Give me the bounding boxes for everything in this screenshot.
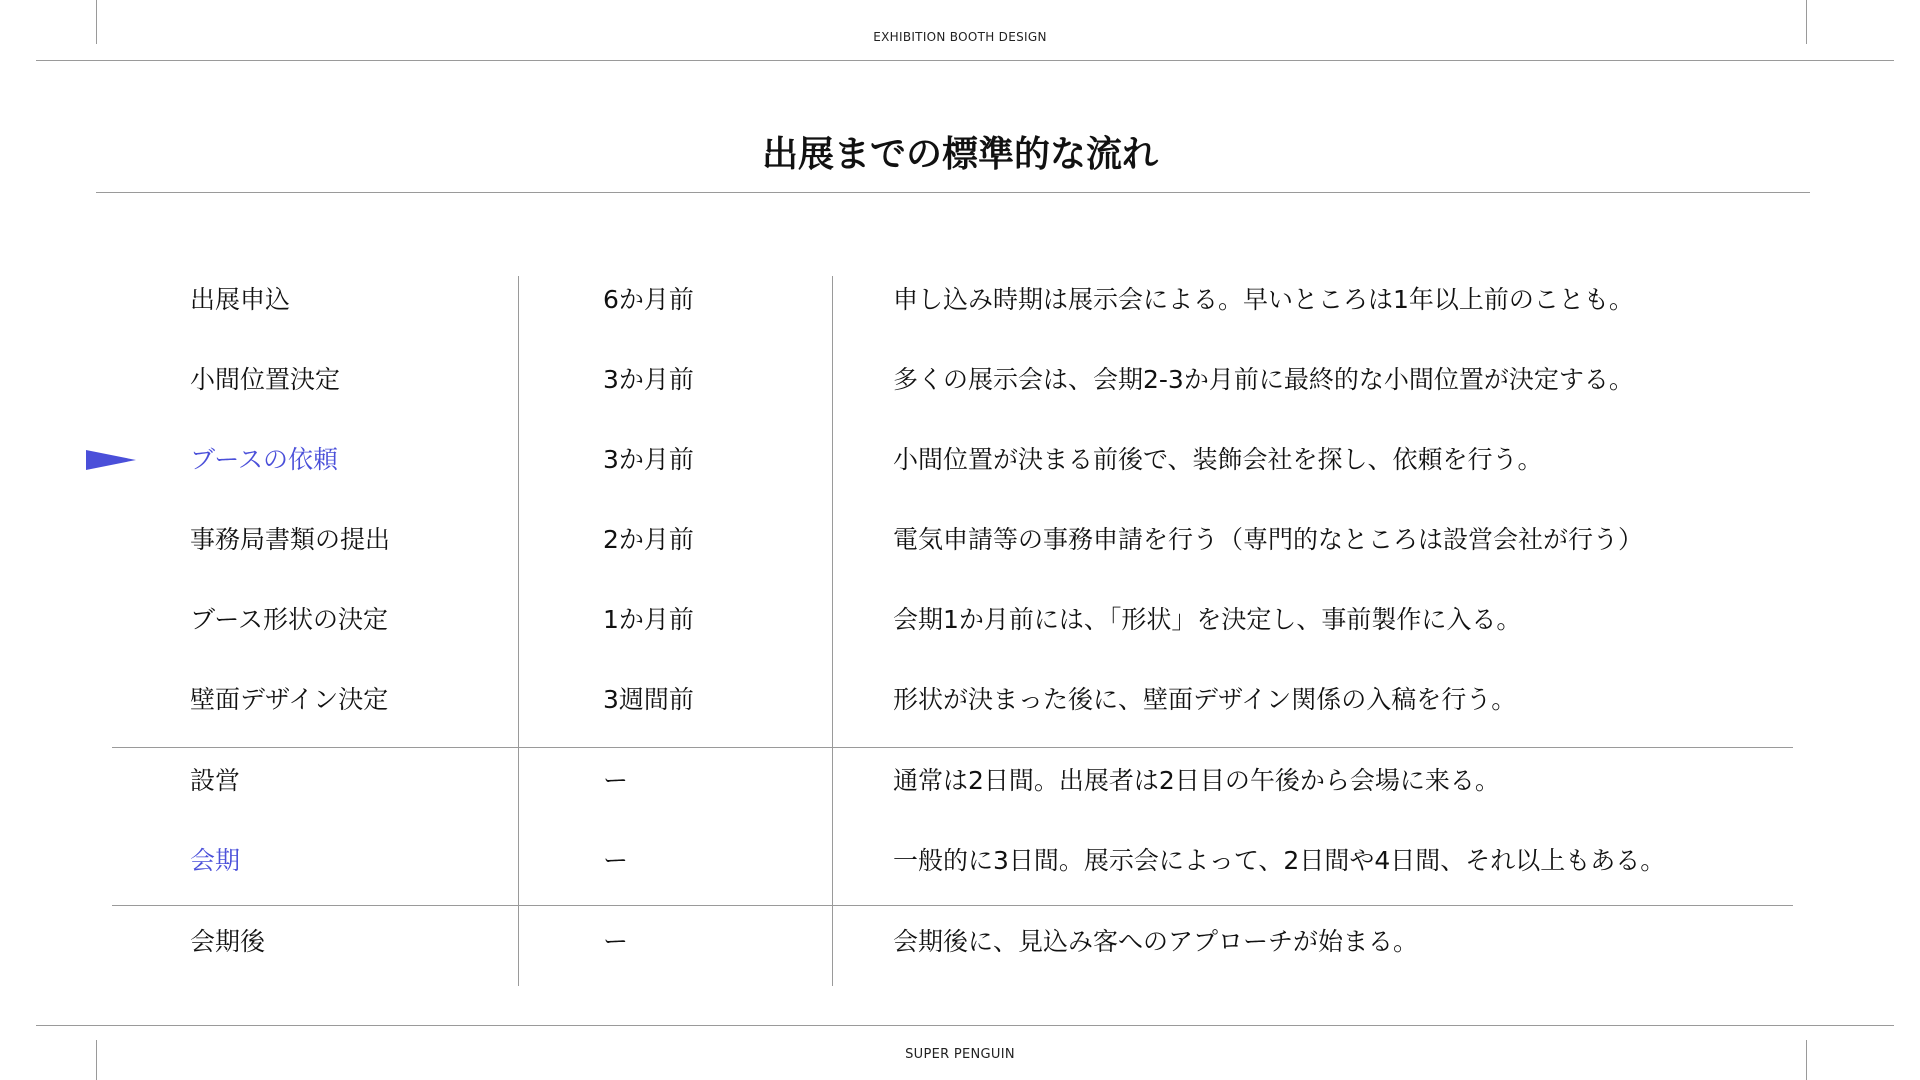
table-row (0, 660, 1920, 740)
table-row (0, 500, 1920, 580)
step-label: 小間位置決定 (190, 365, 341, 394)
step-description: 多くの展示会は、会期2-3か月前に最終的な小間位置が決定する。 (893, 365, 1634, 394)
step-description: 形状が決まった後に、壁面デザイン関係の入稿を行う。 (893, 685, 1517, 714)
step-label: ブースの依頼 (190, 445, 339, 474)
timing-label: ー (603, 846, 629, 875)
footer-label: SUPER PENGUIN (905, 1047, 1015, 1062)
step-label: 壁面デザイン決定 (190, 685, 389, 714)
step-description: 小間位置が決まる前後で、装飾会社を探し、依頼を行う。 (893, 445, 1543, 474)
header-label: EXHIBITION BOOTH DESIGN (873, 30, 1047, 44)
table-row (0, 340, 1920, 420)
timing-label: 3か月前 (603, 445, 694, 474)
table-row (0, 902, 1920, 982)
step-label: 会期 (190, 846, 241, 875)
timing-label: 2か月前 (603, 525, 694, 554)
timing-label: 3週間前 (603, 685, 694, 714)
step-label: ブース形状の決定 (190, 605, 389, 634)
step-label: 事務局書類の提出 (190, 525, 391, 554)
table-row (0, 741, 1920, 821)
step-description: 通常は2日間。出展者は2日目の午後から会場に来る。 (893, 766, 1500, 795)
step-label: 設営 (190, 766, 241, 795)
table-row (0, 821, 1920, 901)
step-label: 会期後 (190, 927, 266, 956)
step-description: 一般的に3日間。展示会によって、2日間や4日間、それ以上もある。 (893, 846, 1666, 875)
timing-label: 6か月前 (603, 285, 694, 314)
step-description: 電気申請等の事務申請を行う（専門的なところは設営会社が行う） (893, 525, 1644, 554)
table-row (0, 420, 1920, 500)
step-label: 出展申込 (190, 285, 291, 314)
timing-label: ー (603, 766, 629, 795)
page-title: 出展までの標準的な流れ (761, 134, 1158, 175)
timing-label: 3か月前 (603, 365, 694, 394)
step-description: 会期後に、見込み客へのアプローチが始まる。 (893, 927, 1419, 956)
table-row (0, 260, 1920, 340)
table-row (0, 580, 1920, 660)
step-description: 申し込み時期は展示会による。早いところは1年以上前のことも。 (893, 285, 1634, 314)
timing-label: ー (603, 927, 629, 956)
step-description: 会期1か月前には、「形状」を決定し、事前製作に入る。 (893, 605, 1522, 634)
timing-label: 1か月前 (603, 605, 694, 634)
